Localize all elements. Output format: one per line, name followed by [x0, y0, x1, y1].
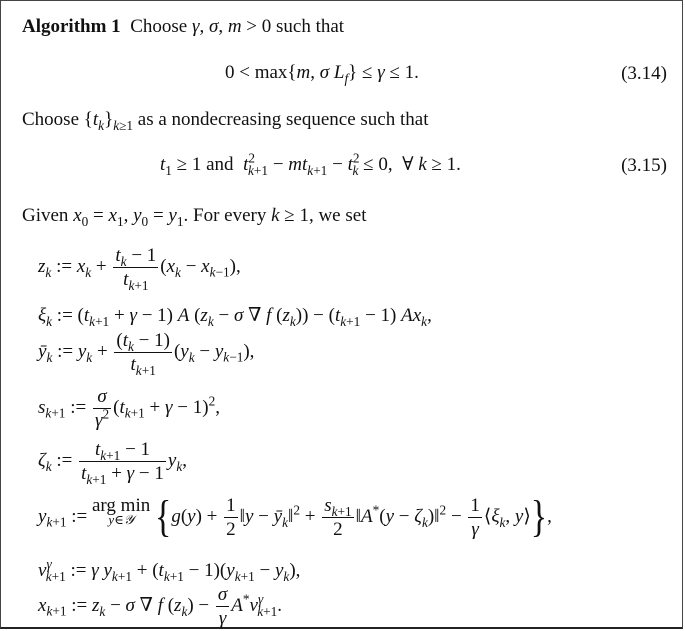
step-s: $s_{k+1}$ := $\frac{\sigma}{\gamma^2}$ $(t_{k+1} + \gamma - 1)^2$,: [38, 386, 220, 431]
equation-3-14: 0 < max{m, σ $L_f\} \le \gamma \le 1$.: [225, 62, 419, 86]
step-ybar: $ȳ_k$ := $y_k$ + $\frac{(t_k - 1)}{t_{k+1}}$ $(y_k - y_{k-1})$,: [38, 330, 255, 378]
step-zeta: $\zeta_k$ := $\frac{t_{k+1} - 1}{t_{k+1} + \gamma - 1}$ $y_k$,: [38, 439, 187, 487]
equation-3-15: $t_1 \ge 1$ and $t^2_{k+1} - mt_{k+1} - t^2_k \le 0$, ∀ k ≥ 1.: [160, 150, 461, 178]
sequence-text: Choose $\{t_k\}_{k\ge 1}$ as a nondecreasing sequence such that: [22, 109, 429, 133]
given-text: Given $x_0 = x_1$, $y_0 = y_1$. For every k ≥ 1, we set: [22, 205, 367, 229]
step-v: $v^\gamma_{k+1}$ := γ $y_{k+1} + (t_{k+1} - 1)(y_{k+1} - y_k)$,: [38, 556, 301, 584]
step-xi: $\xi_k$ := $(t_{k+1} + \gamma - 1)$ A ($z_k - \sigma$ ∇ f $(z_k)) - (t_{k+1} - 1)$ $Ax_k$,: [38, 305, 432, 329]
step-x-update: $x_{k+1}$ := $z_k - \sigma$ ∇ f $(z_k)$ − $\frac{\sigma}{\gamma}$ $A^*v^\gamma_{k+1}$.: [38, 584, 283, 629]
algorithm-header: [22, 17, 344, 36]
algorithm-intro: Choose γ, σ, m > 0 such that: [130, 16, 345, 37]
step-z: $z_k$ := $x_k$ + $\frac{t_k - 1}{t_{k+1}}$ $(x_k - x_{k-1})$,: [38, 245, 241, 293]
equation-label-3-14: (3.14): [621, 63, 667, 84]
step-y-update: $y_{k+1}$ := arg min y∈𝒴 {g(y) + $\frac{1}{2}$ ‖y − $ȳ_k‖^2$ + $\frac{s_{k+1}}{2}$ ‖A*(y − $\zeta_k)‖^2$ − $\frac{1}{\gamma}$ $⟨\xi_k$, y⟩},: [38, 492, 552, 541]
equation-label-3-15: (3.15): [621, 155, 667, 176]
algorithm-title: Algorithm 1: [22, 16, 121, 37]
